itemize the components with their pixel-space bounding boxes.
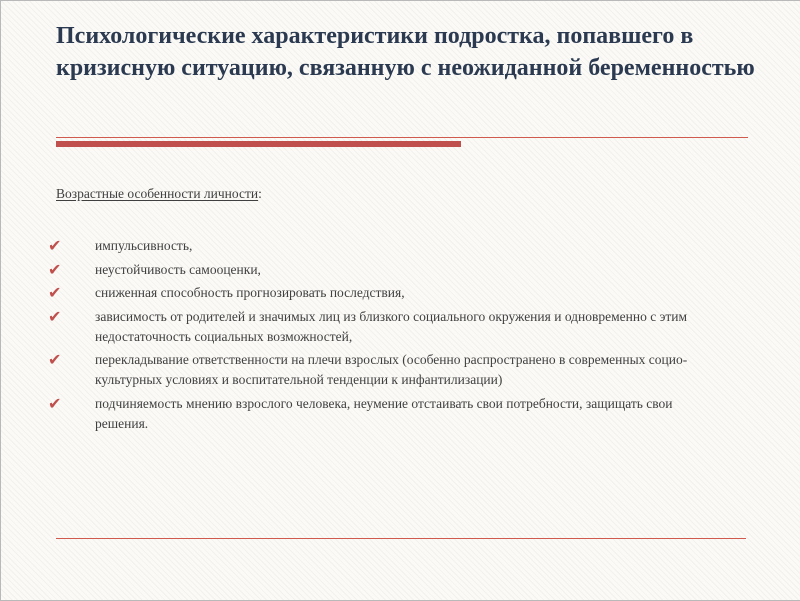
list-item-text: зависимость от родителей и значимых лиц из близкого социального окружения и одновременно с этим недостаточность социальных возможностей, (95, 308, 688, 344)
check-mark-icon: ✔ (48, 306, 62, 326)
list-item (48, 394, 728, 434)
check-mark-icon: ✔ (48, 236, 62, 255)
section-subtitle (56, 186, 262, 202)
check-mark-icon: ✔ (48, 350, 62, 369)
slide-title: Психологические характеристики подростка, попавшего в кризисную ситуацию, связанную с неожиданной беременностью (56, 23, 755, 81)
list-item (48, 283, 728, 303)
section-subtitle-text: Возрастные особенности личности (56, 186, 259, 201)
check-mark-icon: ✔ (48, 259, 62, 279)
list-item (48, 350, 728, 390)
section-subtitle-colon: : (258, 186, 262, 201)
list-item-text: сниженная способность прогнозировать последствия, (95, 285, 405, 300)
list-item-text: перекладывание ответственности на плечи взрослых (особенно распространено в современных социо-культурных условиях и воспитательной тенденции к инфантилизации) (95, 352, 688, 387)
list-item (48, 236, 728, 256)
list-item (48, 307, 728, 347)
bullet-list (48, 236, 728, 437)
list-item-text: неустойчивость самооценки, (95, 261, 261, 277)
list-item (48, 260, 728, 280)
list-item-text: импульсивность, (95, 238, 193, 253)
list-item-text: подчиняемость мнению взрослого человека, неумение отстаивать свои потребности, защищать свои решения. (95, 395, 673, 431)
title-divider-accent (56, 141, 461, 147)
title-divider-thin (56, 137, 748, 138)
bottom-divider (56, 538, 746, 539)
check-mark-icon: ✔ (48, 393, 62, 413)
check-mark-icon: ✔ (48, 283, 62, 302)
